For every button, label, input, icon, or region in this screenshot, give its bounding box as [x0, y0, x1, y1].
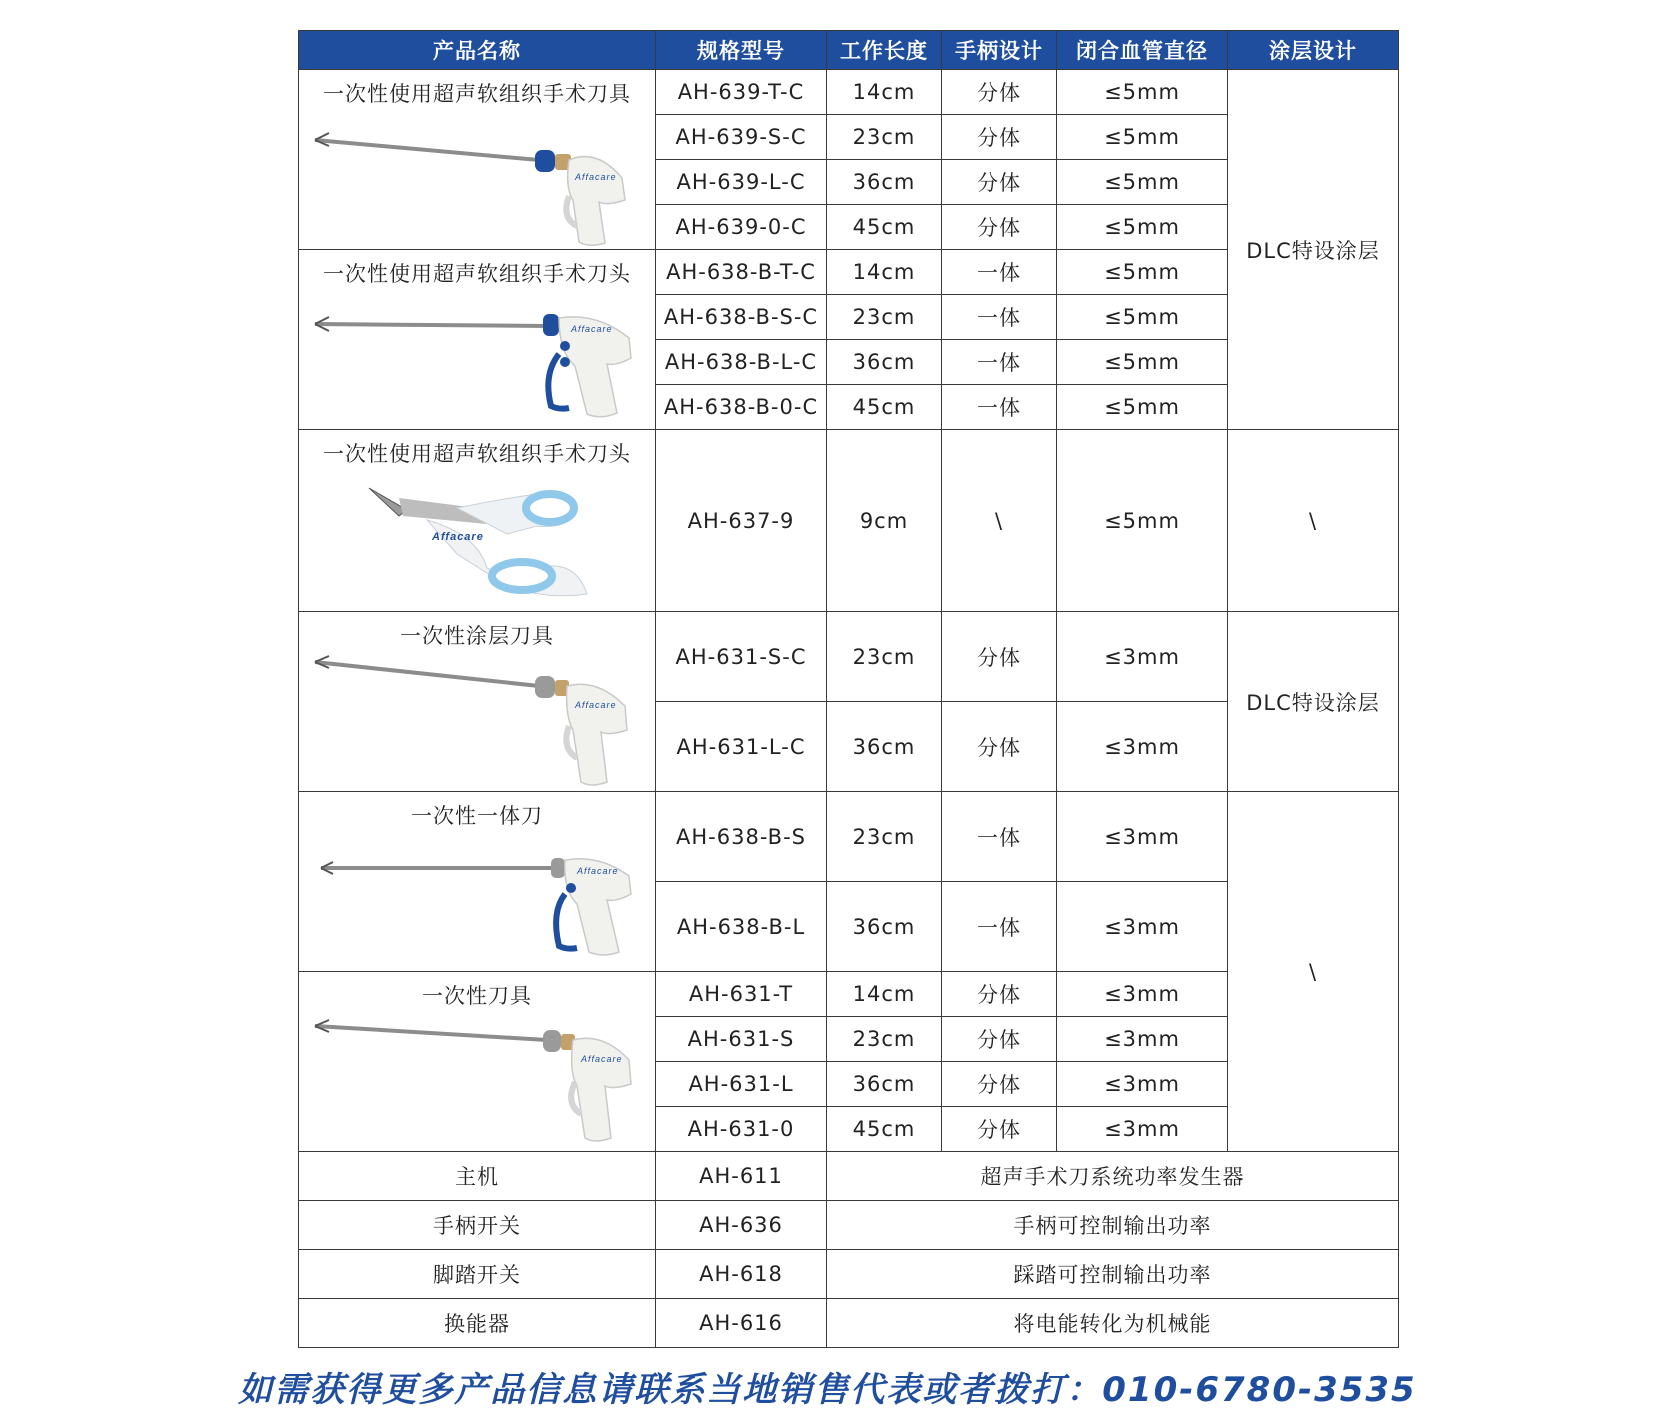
- length-cell: 14cm: [827, 70, 942, 115]
- accessory-name: 手柄开关: [299, 1201, 656, 1250]
- ultrasonic-gun-separate-icon: [307, 108, 647, 248]
- handle-cell: 分体: [942, 702, 1057, 792]
- accessory-model: AH-618: [656, 1250, 827, 1299]
- handle-cell: 一体: [942, 385, 1057, 430]
- vessel-cell: ≤5mm: [1057, 205, 1228, 250]
- accessory-row: [299, 1250, 1399, 1299]
- header-handle: 手柄设计: [942, 31, 1057, 70]
- model-cell: AH-639-L-C: [656, 160, 827, 205]
- handle-cell: 分体: [942, 1107, 1057, 1152]
- vessel-cell: ≤5mm: [1057, 70, 1228, 115]
- length-cell: 23cm: [827, 792, 942, 882]
- handle-cell: 一体: [942, 295, 1057, 340]
- model-cell: AH-631-L: [656, 1062, 827, 1107]
- accessory-model: AH-611: [656, 1152, 827, 1201]
- coating-cell: DLC特设涂层: [1228, 612, 1399, 792]
- length-cell: 36cm: [827, 160, 942, 205]
- model-cell: AH-631-S: [656, 1017, 827, 1062]
- vessel-cell: ≤3mm: [1057, 1107, 1228, 1152]
- length-cell: 14cm: [827, 972, 942, 1017]
- length-cell: 23cm: [827, 1017, 942, 1062]
- handle-cell: 一体: [942, 340, 1057, 385]
- coating-cell: DLC特设涂层: [1228, 70, 1399, 430]
- length-cell: 36cm: [827, 1062, 942, 1107]
- length-cell: 36cm: [827, 882, 942, 972]
- accessory-desc: 手柄可控制输出功率: [827, 1201, 1399, 1250]
- ultrasonic-scissors-icon: [307, 468, 647, 608]
- handle-cell: 一体: [942, 792, 1057, 882]
- vessel-cell: ≤3mm: [1057, 792, 1228, 882]
- model-cell: AH-631-S-C: [656, 612, 827, 702]
- vessel-cell: ≤3mm: [1057, 702, 1228, 792]
- svg-text:Affacare: Affacare: [432, 531, 484, 543]
- vessel-cell: ≤5mm: [1057, 115, 1228, 160]
- product-cell: [299, 430, 656, 612]
- disposable-gun-icon: [307, 1010, 647, 1150]
- table-row: [299, 792, 1399, 882]
- svg-text:Affacare: Affacare: [575, 172, 617, 182]
- vessel-cell: ≤3mm: [1057, 972, 1228, 1017]
- integrated-gun-icon: [307, 830, 647, 970]
- product-name: 一次性涂层刀具: [400, 624, 554, 648]
- product-name: 一次性使用超声软组织手术刀头: [323, 262, 631, 286]
- product-name: 一次性使用超声软组织手术刀头: [323, 442, 631, 466]
- vessel-cell: ≤5mm: [1057, 250, 1228, 295]
- accessory-name: 主机: [299, 1152, 656, 1201]
- handle-cell: 分体: [942, 1062, 1057, 1107]
- product-cell: [299, 792, 656, 972]
- length-cell: 36cm: [827, 340, 942, 385]
- length-cell: 45cm: [827, 1107, 942, 1152]
- ultrasonic-gun-integrated-icon: [307, 288, 647, 428]
- model-cell: AH-638-B-L-C: [656, 340, 827, 385]
- header-vessel: 闭合血管直径: [1057, 31, 1228, 70]
- coating-cell: \: [1228, 430, 1399, 612]
- product-name: 一次性使用超声软组织手术刀具: [323, 82, 631, 106]
- model-cell: AH-638-B-L: [656, 882, 827, 972]
- accessory-model: AH-636: [656, 1201, 827, 1250]
- handle-cell: \: [942, 430, 1057, 612]
- svg-text:Affacare: Affacare: [577, 866, 619, 876]
- accessory-row: [299, 1152, 1399, 1201]
- accessory-desc: 踩踏可控制输出功率: [827, 1250, 1399, 1299]
- handle-cell: 分体: [942, 205, 1057, 250]
- svg-text:Affacare: Affacare: [581, 1054, 623, 1064]
- length-cell: 45cm: [827, 205, 942, 250]
- header-length: 工作长度: [827, 31, 942, 70]
- table-header-row: [299, 31, 1399, 70]
- handle-cell: 分体: [942, 972, 1057, 1017]
- model-cell: AH-631-T: [656, 972, 827, 1017]
- accessory-desc: 将电能转化为机械能: [827, 1299, 1399, 1348]
- header-product-name: 产品名称: [299, 31, 656, 70]
- length-cell: 23cm: [827, 295, 942, 340]
- product-cell: [299, 250, 656, 430]
- length-cell: 14cm: [827, 250, 942, 295]
- vessel-cell: ≤3mm: [1057, 612, 1228, 702]
- vessel-cell: ≤3mm: [1057, 882, 1228, 972]
- table-row: [299, 70, 1399, 115]
- product-spec-table: [298, 30, 1399, 1348]
- vessel-cell: ≤5mm: [1057, 295, 1228, 340]
- model-cell: AH-639-T-C: [656, 70, 827, 115]
- accessory-desc: 超声手术刀系统功率发生器: [827, 1152, 1399, 1201]
- accessory-name: 脚踏开关: [299, 1250, 656, 1299]
- table-row: [299, 430, 1399, 612]
- length-cell: 45cm: [827, 385, 942, 430]
- handle-cell: 分体: [942, 115, 1057, 160]
- handle-cell: 分体: [942, 160, 1057, 205]
- length-cell: 36cm: [827, 702, 942, 792]
- accessory-model: AH-616: [656, 1299, 827, 1348]
- accessory-name: 换能器: [299, 1299, 656, 1348]
- model-cell: AH-637-9: [656, 430, 827, 612]
- handle-cell: 分体: [942, 1017, 1057, 1062]
- svg-text:Affacare: Affacare: [571, 324, 613, 334]
- handle-cell: 分体: [942, 612, 1057, 702]
- vessel-cell: ≤5mm: [1057, 385, 1228, 430]
- product-name: 一次性一体刀: [411, 804, 543, 828]
- model-cell: AH-638-B-0-C: [656, 385, 827, 430]
- model-cell: AH-638-B-S: [656, 792, 827, 882]
- svg-text:Affacare: Affacare: [575, 700, 617, 710]
- model-cell: AH-639-S-C: [656, 115, 827, 160]
- header-coating: 涂层设计: [1228, 31, 1399, 70]
- length-cell: 23cm: [827, 612, 942, 702]
- contact-footer: 如需获得更多产品信息请联系当地销售代表或者拨打：010-6780-3535: [238, 1370, 1417, 1410]
- table-row: [299, 612, 1399, 702]
- vessel-cell: ≤5mm: [1057, 340, 1228, 385]
- model-cell: AH-631-0: [656, 1107, 827, 1152]
- handle-cell: 一体: [942, 250, 1057, 295]
- vessel-cell: ≤3mm: [1057, 1062, 1228, 1107]
- vessel-cell: ≤5mm: [1057, 430, 1228, 612]
- accessory-row: [299, 1299, 1399, 1348]
- coating-cell: \: [1228, 792, 1399, 1152]
- vessel-cell: ≤3mm: [1057, 1017, 1228, 1062]
- model-cell: AH-631-L-C: [656, 702, 827, 792]
- vessel-cell: ≤5mm: [1057, 160, 1228, 205]
- length-cell: 23cm: [827, 115, 942, 160]
- length-cell: 9cm: [827, 430, 942, 612]
- product-cell: [299, 972, 656, 1152]
- product-name: 一次性刀具: [422, 984, 532, 1008]
- model-cell: AH-638-B-T-C: [656, 250, 827, 295]
- product-cell: [299, 612, 656, 792]
- handle-cell: 一体: [942, 882, 1057, 972]
- accessory-row: [299, 1201, 1399, 1250]
- model-cell: AH-638-B-S-C: [656, 295, 827, 340]
- coated-gun-icon: [307, 650, 647, 790]
- model-cell: AH-639-0-C: [656, 205, 827, 250]
- header-model: 规格型号: [656, 31, 827, 70]
- product-cell: [299, 70, 656, 250]
- handle-cell: 分体: [942, 70, 1057, 115]
